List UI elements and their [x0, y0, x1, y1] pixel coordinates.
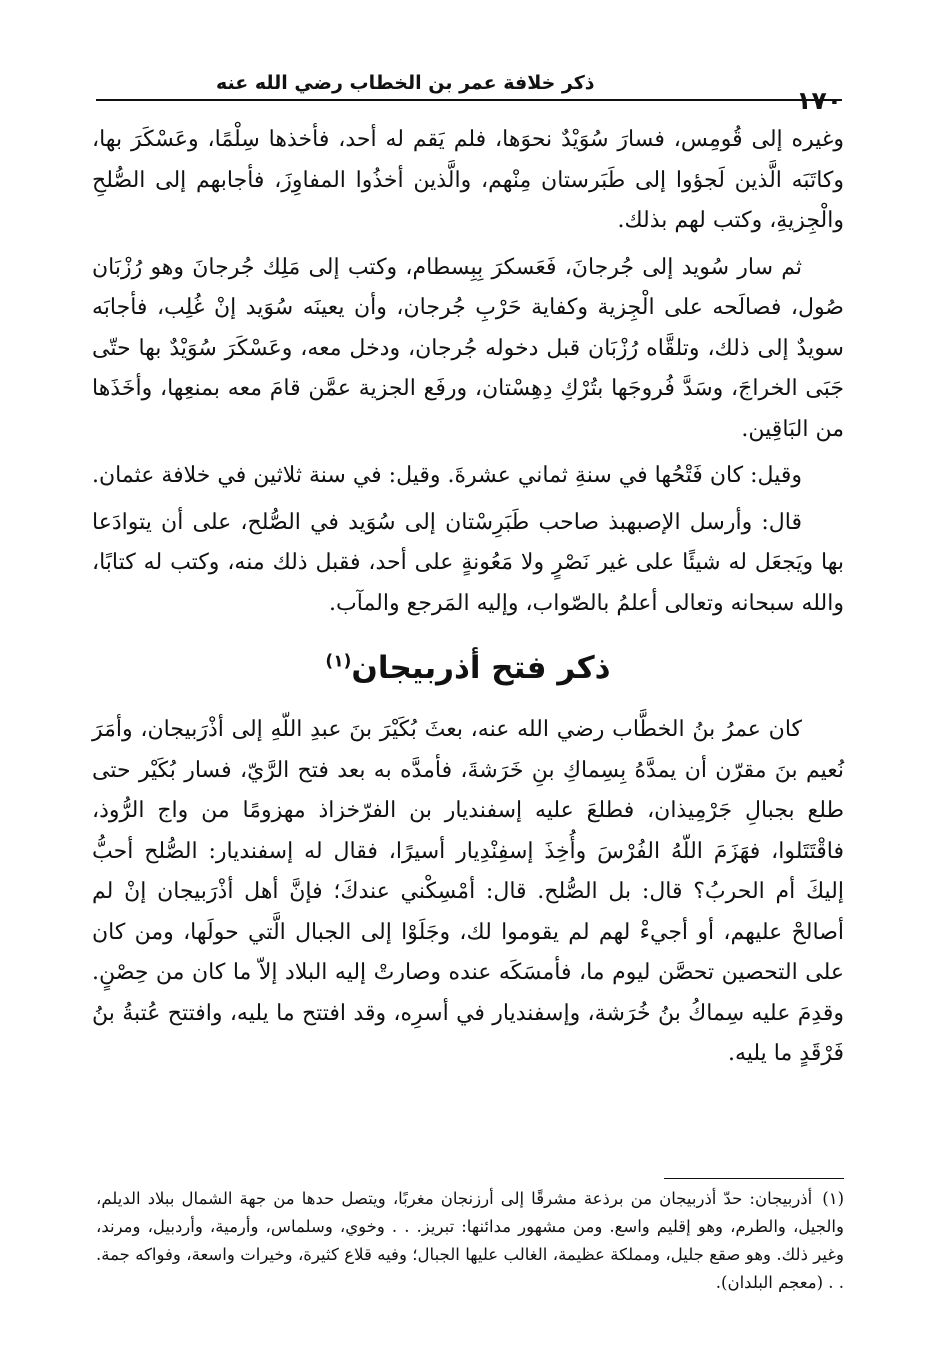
footnote-text: أذربيجان: حدّ أذربيجان من برذعة مشرقًا إلى أرزنجان مغربًا، ويتصل حدها من جهة الشمال ببلاد الديلم، والجيل، والطرم، وهو إقليم واسع. ومن مشهور مدائنها: تبريز. . . وخوي، وسلماس، وأرمية، وأردبيل، ومرند، وغير ذلك. وهو صقع جليل، ومملكة عظيمة، الغالب عليها الجبال؛ وفيه قلاع كثيرة، وخيرات واسعة، وفواكه جمة. . . (معجم البلدان).	[96, 1189, 844, 1292]
footnote	[96, 1185, 844, 1297]
section-heading	[92, 650, 844, 686]
section-paragraph: كان عمرُ بنُ الخطَّاب رضي الله عنه، بعثَ بُكَيْرَ بنَ عبدِ اللّهِ إلى أذْرَبيجان، وأمَرَ نُعيم بنَ مقرّن أن يمدَّهُ بِسِماكِ بنِ خَرَشةَ، فأمدَّه به بعد فتح الرَّيّ، فسار بُكَيْر حتى طلع بجبالِ جَرْمِيذان، فطلعَ عليه إسفنديار بن الفرّخزاذ مهزومًا من واج الرُّوذ، فاقْتَتَلوا، فهَزَمَ اللّهُ الفُرْسَ وأُخِذَ إسفِنْدِيار أسيرًا، فقال له إسفنديار: الصُّلح أحبُّ إليكَ أم الحربُ؟ قال: بل الصُّلح. قال: أمْسِكْني عندكَ؛ فإنَّ أهل أذْرَبيجان إنْ لم أصالحْ عليهم، أو أجيءْ لهم لم يقوموا لك، وجَلَوْا إلى الجبال الَّتي حولَها، ومن كان على التحصين تحصَّن ليوم ما، فأمسَكَه عنده وصارتْ إليه البلاد إلاّ ما كان من حِصْنٍ. وقدِمَ عليه سِماكُ بنُ خُرَشة، وإسفنديار في أسرِه، وقد افتتح ما يليه، وافتتح عُتبةُ بنُ فَرْقَدٍ ما يليه.	[92, 717, 844, 1066]
paragraph-2: ثم سار سُويد إلى جُرجانَ، فَعَسكرَ بِبِسطام، وكتب إلى مَلِك جُرجانَ وهو رُزْبَان صُول، فصالَحه على الْجِزية وكفاية حَرْبِ جُرجان، وأن يعينَه سُوَيد إنْ غُلِب، فأجابَه سويدٌ إلى ذلك، وتلقَّاه رُزْبَان قبل دخوله جُرجان، ودخل معه، وعَسْكَرَ سُوَيْدٌ بها حتّى جَبَى الخراجَ، وسَدَّ فُروجَها بتُرْكِ دِهِسْتان، ورفَع الجزية عمَّن قامَ معه بمنعِها، وأخَذَها من البَاقِين.	[92, 254, 844, 442]
page-number: ١٧٠	[796, 86, 842, 115]
paragraph-4: قال: وأرسل الإصبهبذ صاحب طَبَرِسْتان إلى سُوَيد في الصُّلح، على أن يتوادَعا بها ويَجعَل له شيئًا على غير نَصْرٍ ولا مَعُونةٍ على أحد، فقبل ذلك منه، وكتب له كتابًا، والله سبحانه وتعالى أعلمُ بالصّواب، وإليه المَرجع والمآب.	[92, 509, 844, 616]
footnote-marker: (١)	[822, 1189, 844, 1208]
running-header	[96, 60, 842, 115]
paragraph-3: وقيل: كان فَتْحُها في سنةِ ثماني عشرةَ. وقيل: في سنة ثلاثين في خلافة عثمان.	[92, 463, 802, 488]
main-text	[92, 120, 844, 1075]
footnote-divider	[664, 1178, 844, 1179]
section-heading-text: ذكر فتح أذربيجان	[351, 650, 611, 686]
paragraph-1: وغيره إلى قُومِس، فسارَ سُوَيْدٌ نحوَها، فلم يَقم له أحد، فأخذها سِلْمًا، وعَسْكَرَ بها، وكاتَبَه الَّذين لَجؤوا إلى طَبَرستان مِنْهم، والَّذين أخذُوا المفاوِزَ، فأجابهم إلى الصُّلحِ والْجِزيةِ، وكتب لهم بذلك.	[92, 127, 844, 233]
header-divider	[96, 99, 842, 101]
running-title: ذكر خلافة عمر بن الخطاب رضي الله عنه	[216, 72, 595, 94]
footnote-reference: (١)	[325, 651, 352, 672]
